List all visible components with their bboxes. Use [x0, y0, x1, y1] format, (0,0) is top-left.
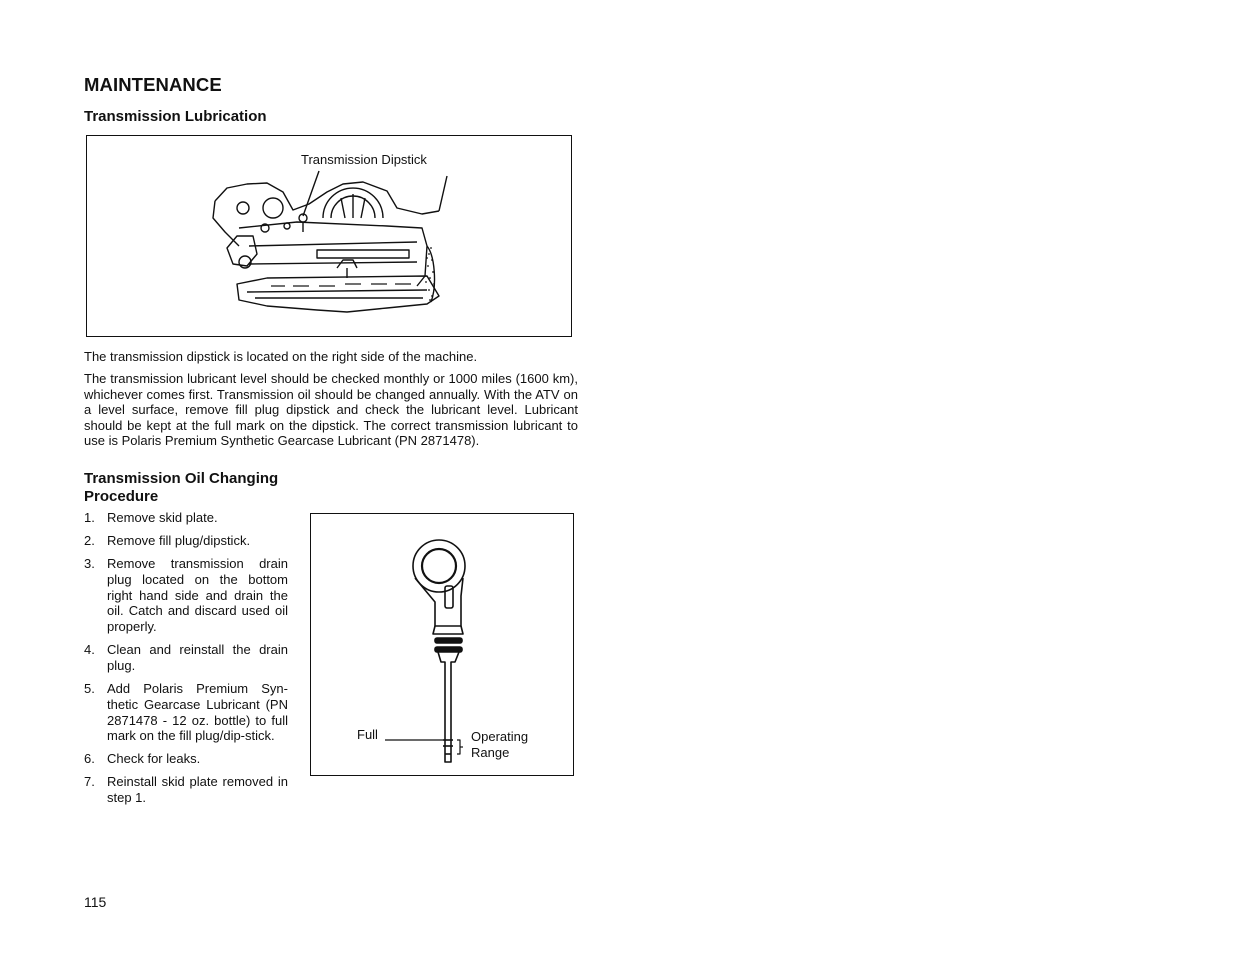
subheading-oil-changing-procedure: Transmission Oil Changing Procedure — [84, 470, 279, 505]
step-text: Add Polaris Premium Syn-thetic Gearcase Lubricant (PN 2871478 - 12 oz. bottle) to full mark on the fill plug/dip-stick. — [107, 680, 288, 744]
list-item — [84, 533, 288, 549]
list-item — [84, 556, 288, 635]
paragraph-lubricant-level: The transmission lubricant level should be checked monthly or 1000 miles (1600 km), whichever comes first. Transmission oil should be changed annually. With the ATV on a level surface, remove fill plug dipstick and check the lubricant level. Lubricant should be kept at the full mark on the dipstick. The correct transmission lubricant to use is Polaris Premium Synthetic Gearcase Lubricant (PN 2871478). — [84, 371, 578, 448]
step-text: Remove fill plug/dipstick. — [107, 532, 251, 548]
step-text: Check for leaks. — [107, 751, 201, 767]
label-range: Range — [471, 745, 510, 760]
step-number: 1. — [84, 510, 95, 525]
step-number: 7. — [84, 774, 95, 790]
step-text: Remove transmission drain plug located on the bottom right hand side and drain the oil. Catch and discard used oil properly. — [107, 555, 288, 635]
step-text: Reinstall skid plate removed in step 1. — [107, 774, 288, 806]
list-item — [84, 510, 288, 526]
figure-label-transmission-dipstick: Transmission Dipstick — [301, 152, 427, 167]
procedure-steps-list — [84, 510, 288, 813]
section-title: MAINTENANCE — [84, 74, 222, 95]
step-number: 5. — [84, 680, 95, 696]
list-item — [84, 681, 288, 744]
list-item — [84, 642, 288, 674]
list-item — [84, 751, 288, 767]
label-operating-range — [471, 729, 551, 761]
step-text: Remove skid plate. — [107, 510, 218, 525]
step-number: 3. — [84, 555, 95, 571]
step-number: 4. — [84, 642, 95, 658]
step-text: Clean and reinstall the drain plug. — [107, 642, 288, 673]
label-full: Full — [357, 727, 378, 742]
step-number: 6. — [84, 751, 95, 767]
page-number: 115 — [84, 894, 107, 910]
paragraph-dipstick-location: The transmission dipstick is located on the right side of the machine. — [84, 349, 478, 364]
step-number: 2. — [84, 532, 95, 548]
list-item — [84, 774, 288, 806]
label-operating: Operating — [471, 729, 529, 744]
subheading-transmission-lubrication: Transmission Lubrication — [84, 108, 267, 125]
